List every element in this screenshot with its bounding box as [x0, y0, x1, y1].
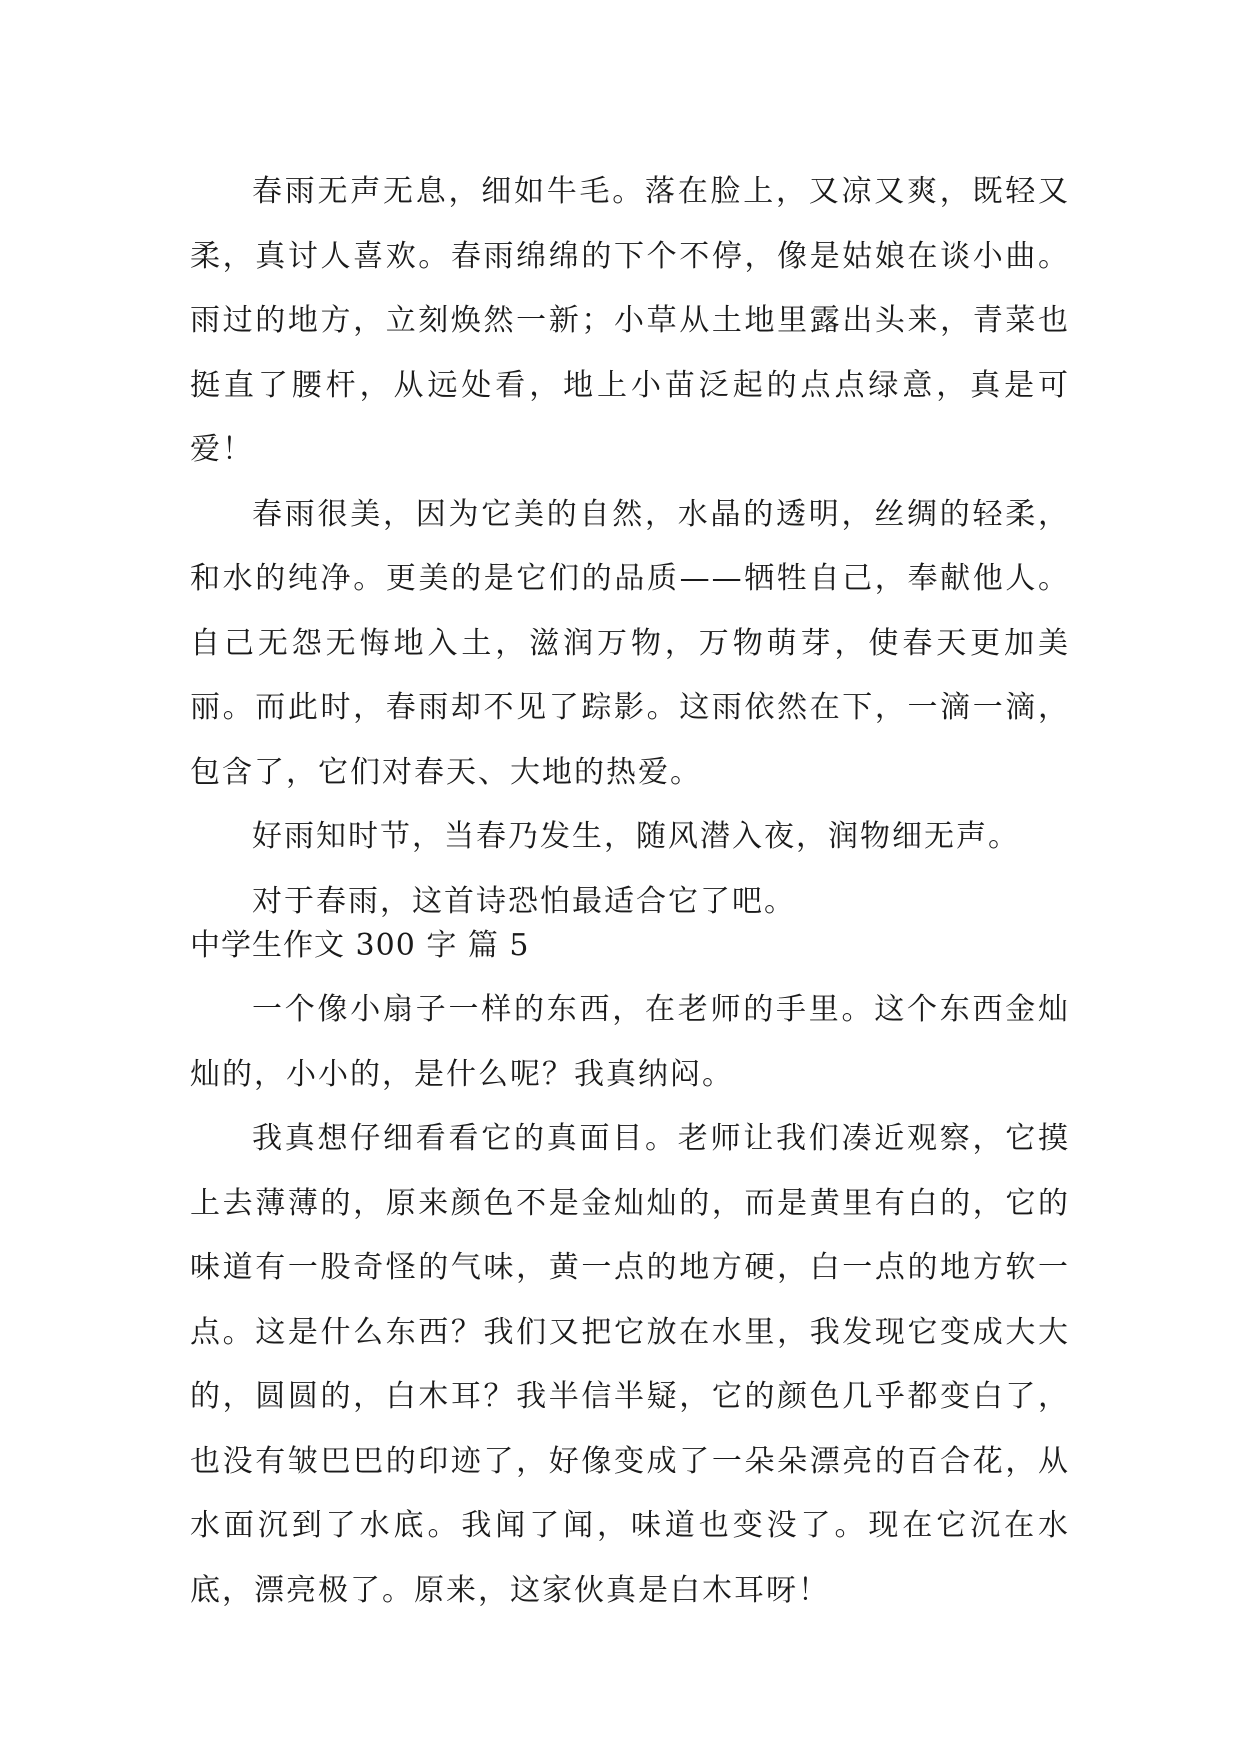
paragraph: 春雨很美，因为它美的自然，水晶的透明，丝绸的轻柔，和水的纯净。更美的是它们的品质——牺牲自己，奉献他人。自己无怨无悔地入土，滋润万物，万物萌芽，使春天更加美丽。而此时，春雨却不见了踪影。这雨依然在下，一滴一滴，包含了，它们对春天、大地的热爱。: [190, 496, 1070, 790]
paragraph: 一个像小扇子一样的东西，在老师的手里。这个东西金灿灿的，小小的，是什么呢？我真纳闷。: [190, 992, 1070, 1092]
paragraph: 对于春雨，这首诗恐怕最适合它了吧。: [252, 883, 796, 919]
essay-section-spring-rain: [190, 160, 1070, 934]
essay-section-5: [190, 914, 1070, 1623]
paragraph: 我真想仔细看看它的真面目。老师让我们凑近观察，它摸上去薄薄的，原来颜色不是金灿灿的，而是黄里有白的，它的味道有一股奇怪的气味，黄一点的地方硬，白一点的地方软一点。这是什么东西？我们又把它放在水里，我发现它变成大大的，圆圆的，白木耳？我半信半疑，它的颜色几乎都变白了，也没有皱巴巴的印迹了，好像变成了一朵朵漂亮的百合花，从水面沉到了水底。我闻了闻，味道也变没了。现在它沉在水底，漂亮极了。原来，这家伙真是白木耳呀！: [190, 1121, 1070, 1608]
paragraph: 好雨知时节，当春乃发生，随风潜入夜，润物细无声。: [252, 819, 1020, 854]
section-heading: 中学生作文 300 字 篇 5: [190, 928, 530, 963]
paragraph: 春雨无声无息，细如牛毛。落在脸上，又凉又爽，既轻又柔，真讨人喜欢。春雨绵绵的下个不停，像是姑娘在谈小曲。雨过的地方，立刻焕然一新；小草从土地里露出头来，青菜也挺直了腰杆，从远处看，地上小苗泛起的点点绿意，真是可爱！: [190, 174, 1070, 467]
